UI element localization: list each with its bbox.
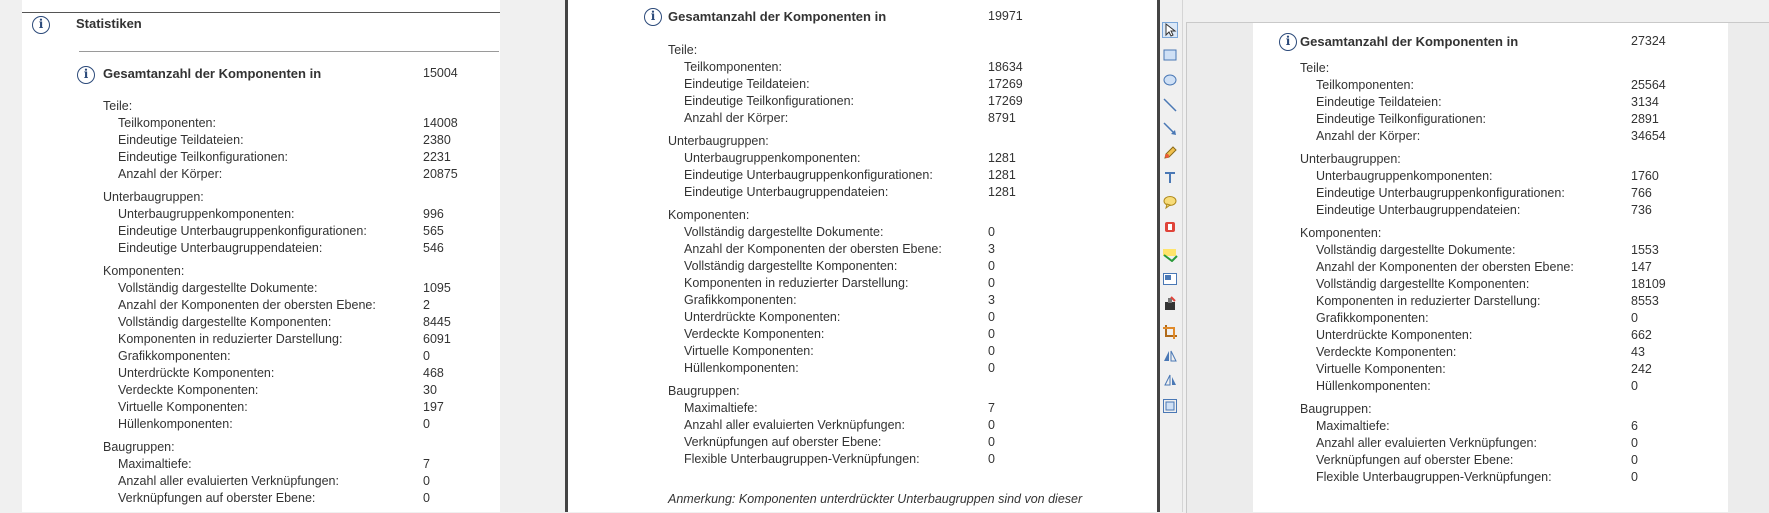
- stat-value: 3: [988, 293, 995, 307]
- footnote: Anmerkung: Komponenten unterdrückter Unterbaugruppen sind von dieser: [668, 492, 1083, 506]
- stat-value: 546: [423, 241, 444, 255]
- stat-value: 197: [423, 400, 444, 414]
- stat-label: Eindeutige Teildateien:: [1316, 95, 1442, 109]
- section-title: Teile:: [668, 43, 698, 57]
- section-separator: [79, 51, 499, 52]
- stat-value: 0: [988, 435, 995, 449]
- stat-label: Eindeutige Teilkonfigurationen:: [1316, 112, 1487, 126]
- stat-label: Eindeutige Unterbaugruppenkonfigurationen:: [684, 168, 933, 182]
- stat-label: Vollständig dargestellte Dokumente:: [1316, 243, 1516, 257]
- stat-label: Anzahl aller evaluierten Verknüpfungen:: [1316, 436, 1537, 450]
- statistics-panel-1: [22, 0, 500, 512]
- stat-label: Eindeutige Teilkonfigurationen:: [684, 94, 855, 108]
- stat-label: Eindeutige Teildateien:: [684, 77, 810, 91]
- flip-vertical-icon[interactable]: [1161, 371, 1179, 389]
- stat-value: 0: [1631, 379, 1638, 393]
- line-icon[interactable]: [1161, 96, 1179, 114]
- callout-icon[interactable]: [1161, 193, 1179, 211]
- section-title: Baugruppen:: [103, 440, 175, 454]
- stat-label: Komponenten in reduzierter Darstellung:: [1316, 294, 1541, 308]
- truncated-filename: [321, 66, 331, 80]
- statistics-panel-3: [1253, 23, 1728, 512]
- statistics-panel-2: [568, 0, 1157, 512]
- info-icon: i: [644, 8, 662, 26]
- stat-label: Hüllenkomponenten:: [684, 361, 799, 375]
- stat-value: 0: [988, 327, 995, 341]
- pencil-icon[interactable]: [1161, 144, 1179, 162]
- stat-label: Anzahl aller evaluierten Verknüpfungen:: [118, 474, 339, 488]
- stat-value: 2: [423, 298, 430, 312]
- stat-label: Anzahl der Körper:: [684, 111, 789, 125]
- rectangle-icon[interactable]: [1161, 46, 1179, 64]
- stat-value: 0: [988, 259, 995, 273]
- stat-label: Grafikkomponenten:: [1316, 311, 1429, 325]
- stat-label: Eindeutige Unterbaugruppendateien:: [1316, 203, 1521, 217]
- stat-value: 662: [1631, 328, 1652, 342]
- stat-label: Virtuelle Komponenten:: [684, 344, 814, 358]
- info-icon: i: [32, 16, 50, 34]
- stat-value: 8445: [423, 315, 451, 329]
- stat-value: 242: [1631, 362, 1652, 376]
- section-title: Komponenten:: [668, 208, 750, 222]
- stat-label: Eindeutige Unterbaugruppenkonfigurationen:: [118, 224, 367, 238]
- stat-value: 0: [423, 491, 430, 505]
- stat-label: Anzahl der Körper:: [1316, 129, 1421, 143]
- section-title: Komponenten:: [1300, 226, 1382, 240]
- stat-label: Vollständig dargestellte Dokumente:: [684, 225, 884, 239]
- total-components-heading: Gesamtanzahl der Komponenten in: [668, 9, 887, 24]
- stat-value: 0: [988, 418, 995, 432]
- stat-label: Unterbaugruppenkomponenten:: [118, 207, 295, 221]
- section-title: Komponenten:: [103, 264, 185, 278]
- stat-label: Vollständig dargestellte Komponenten:: [118, 315, 332, 329]
- info-icon: i: [77, 66, 95, 84]
- stat-label: Eindeutige Teilkonfigurationen:: [118, 150, 289, 164]
- section-title: Teile:: [103, 99, 133, 113]
- total-components-value: 27324: [1631, 34, 1666, 48]
- stat-label: Unterdrückte Komponenten:: [1316, 328, 1473, 342]
- fit-to-frame-icon[interactable]: [1161, 397, 1179, 415]
- truncated-filename: [1520, 34, 1530, 48]
- stat-value: 0: [988, 361, 995, 375]
- stat-label: Komponenten in reduzierter Darstellung:: [684, 276, 909, 290]
- crop-icon[interactable]: [1161, 323, 1179, 341]
- title-top-rule: [22, 12, 500, 13]
- ellipse-icon[interactable]: [1161, 71, 1179, 89]
- stat-label: Virtuelle Komponenten:: [118, 400, 248, 414]
- truncated-filename: [888, 9, 898, 23]
- section-title: Unterbaugruppen:: [103, 190, 204, 204]
- stat-value: 0: [1631, 311, 1638, 325]
- stat-value: 6091: [423, 332, 451, 346]
- image-icon[interactable]: [1161, 270, 1179, 288]
- stat-value: 0: [988, 276, 995, 290]
- stat-label: Verdeckte Komponenten:: [1316, 345, 1457, 359]
- stat-value: 20875: [423, 167, 458, 181]
- stat-label: Anzahl der Komponenten der obersten Ebene:: [118, 298, 376, 312]
- stat-value: 1095: [423, 281, 451, 295]
- section-title: Baugruppen:: [1300, 402, 1372, 416]
- stat-label: Anzahl der Körper:: [118, 167, 223, 181]
- stat-value: 0: [988, 225, 995, 239]
- stat-label: Verknüpfungen auf oberster Ebene:: [118, 491, 316, 505]
- stat-label: Hüllenkomponenten:: [118, 417, 233, 431]
- stat-value: 2231: [423, 150, 451, 164]
- stat-value: 766: [1631, 186, 1652, 200]
- stat-label: Komponenten in reduzierter Darstellung:: [118, 332, 343, 346]
- stat-value: 0: [1631, 470, 1638, 484]
- stat-label: Verknüpfungen auf oberster Ebene:: [684, 435, 882, 449]
- stat-label: Teilkomponenten:: [118, 116, 216, 130]
- arrow-line-icon[interactable]: [1161, 120, 1179, 138]
- stat-value: 0: [423, 349, 430, 363]
- stat-label: Grafikkomponenten:: [118, 349, 231, 363]
- info-icon: i: [1279, 33, 1297, 51]
- stat-value: 17269: [988, 94, 1023, 108]
- stat-value: 6: [1631, 419, 1638, 433]
- stat-label: Virtuelle Komponenten:: [1316, 362, 1446, 376]
- stat-value: 34654: [1631, 129, 1666, 143]
- total-components-value: 15004: [423, 66, 458, 80]
- stat-value: 18109: [1631, 277, 1666, 291]
- stat-label: Grafikkomponenten:: [684, 293, 797, 307]
- stat-label: Eindeutige Unterbaugruppendateien:: [118, 241, 323, 255]
- stat-value: 43: [1631, 345, 1645, 359]
- stat-label: Verknüpfungen auf oberster Ebene:: [1316, 453, 1514, 467]
- stat-value: 1760: [1631, 169, 1659, 183]
- stat-value: 18634: [988, 60, 1023, 74]
- stat-value: 996: [423, 207, 444, 221]
- stat-value: 25564: [1631, 78, 1666, 92]
- stat-value: 0: [1631, 436, 1638, 450]
- stat-value: 565: [423, 224, 444, 238]
- section-title: Baugruppen:: [668, 384, 740, 398]
- stat-value: 8553: [1631, 294, 1659, 308]
- select-arrow-icon[interactable]: [1161, 21, 1179, 39]
- stat-value: 8791: [988, 111, 1016, 125]
- stat-value: 30: [423, 383, 437, 397]
- stat-label: Anzahl der Komponenten der obersten Ebene:: [1316, 260, 1574, 274]
- stat-label: Flexible Unterbaugruppen-Verknüpfungen:: [684, 452, 920, 466]
- section-title: Teile:: [1300, 61, 1330, 75]
- stat-value: 0: [423, 417, 430, 431]
- stat-value: 0: [988, 310, 995, 324]
- stat-value: 0: [423, 474, 430, 488]
- stat-label: Vollständig dargestellte Dokumente:: [118, 281, 318, 295]
- stat-value: 7: [423, 457, 430, 471]
- stat-value: 2891: [1631, 112, 1659, 126]
- stat-label: Unterbaugruppenkomponenten:: [1316, 169, 1493, 183]
- section-title: Unterbaugruppen:: [1300, 152, 1401, 166]
- stat-value: 0: [988, 344, 995, 358]
- stat-label: Eindeutige Teildateien:: [118, 133, 244, 147]
- section-title: Unterbaugruppen:: [668, 134, 769, 148]
- stat-label: Vollständig dargestellte Komponenten:: [1316, 277, 1530, 291]
- stat-value: 1281: [988, 151, 1016, 165]
- stat-value: 468: [423, 366, 444, 380]
- stat-label: Unterdrückte Komponenten:: [684, 310, 841, 324]
- stat-value: 3134: [1631, 95, 1659, 109]
- total-components-value: 19971: [988, 9, 1023, 23]
- stat-label: Verdeckte Komponenten:: [684, 327, 825, 341]
- stat-label: Eindeutige Unterbaugruppenkonfigurationen:: [1316, 186, 1565, 200]
- stat-label: Hüllenkomponenten:: [1316, 379, 1431, 393]
- stat-value: 0: [1631, 453, 1638, 467]
- stat-value: 1281: [988, 185, 1016, 199]
- stat-label: Anzahl aller evaluierten Verknüpfungen:: [684, 418, 905, 432]
- text-icon[interactable]: [1161, 168, 1179, 186]
- stat-label: Flexible Unterbaugruppen-Verknüpfungen:: [1316, 470, 1552, 484]
- total-components-heading: Gesamtanzahl der Komponenten in: [1300, 34, 1519, 49]
- stat-value: 7: [988, 401, 995, 415]
- stat-label: Teilkomponenten:: [1316, 78, 1414, 92]
- stat-value: 147: [1631, 260, 1652, 274]
- stat-value: 2380: [423, 133, 451, 147]
- stat-value: 3: [988, 242, 995, 256]
- stat-value: 17269: [988, 77, 1023, 91]
- eraser-icon[interactable]: [1161, 295, 1179, 313]
- stat-value: 1553: [1631, 243, 1659, 257]
- stat-label: Eindeutige Unterbaugruppendateien:: [684, 185, 889, 199]
- stamp-icon[interactable]: [1161, 218, 1179, 236]
- stat-label: Unterdrückte Komponenten:: [118, 366, 275, 380]
- flip-horizontal-icon[interactable]: [1161, 347, 1179, 365]
- stat-value: 1281: [988, 168, 1016, 182]
- stat-label: Maximaltiefe:: [118, 457, 192, 471]
- stat-value: 14008: [423, 116, 458, 130]
- total-components-heading: Gesamtanzahl der Komponenten in: [103, 66, 322, 81]
- stat-label: Verdeckte Komponenten:: [118, 383, 259, 397]
- spellcheck-icon[interactable]: [1161, 245, 1179, 263]
- stat-value: 736: [1631, 203, 1652, 217]
- stat-label: Teilkomponenten:: [684, 60, 782, 74]
- stat-label: Unterbaugruppenkomponenten:: [684, 151, 861, 165]
- stat-label: Vollständig dargestellte Komponenten:: [684, 259, 898, 273]
- stat-label: Maximaltiefe:: [1316, 419, 1390, 433]
- stat-label: Anzahl der Komponenten der obersten Ebene:: [684, 242, 942, 256]
- stat-label: Maximaltiefe:: [684, 401, 758, 415]
- statistics-title: Statistiken: [76, 16, 142, 31]
- stat-value: 0: [988, 452, 995, 466]
